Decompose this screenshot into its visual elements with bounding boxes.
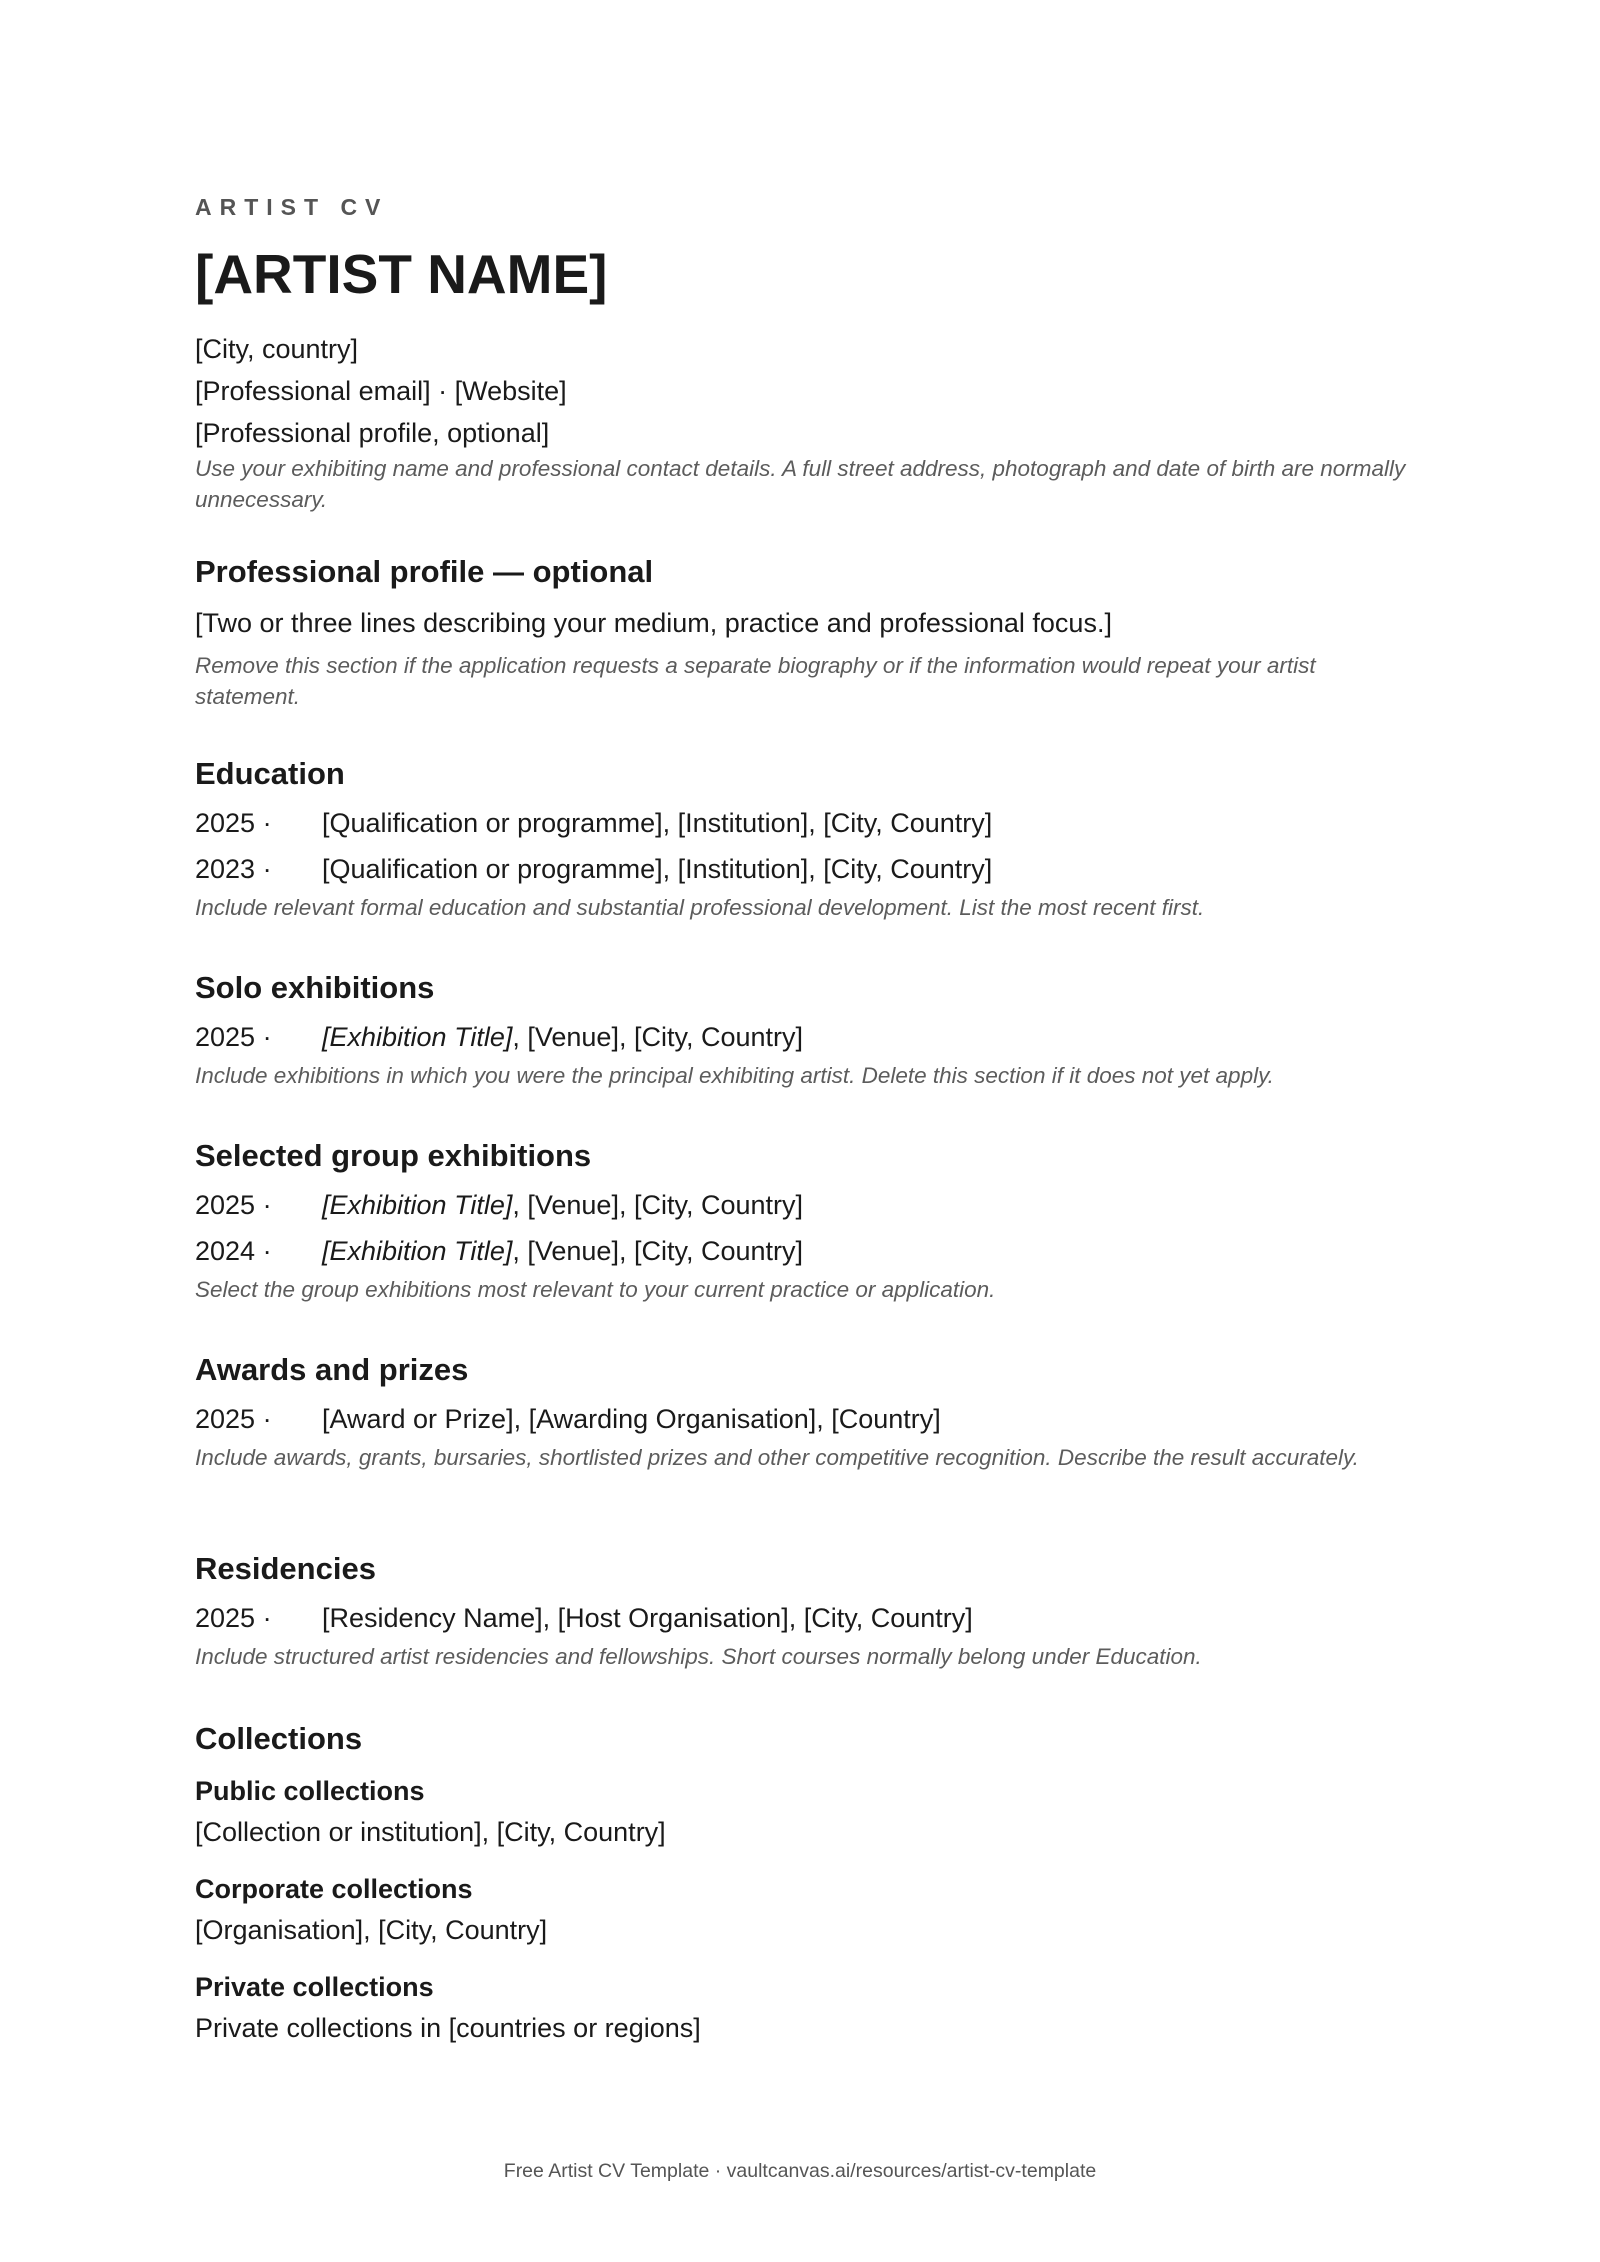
page-footer: Free Artist CV Template · vaultcanvas.ai/resources/artist-cv-template xyxy=(503,2160,1097,2182)
contact-block xyxy=(195,328,567,454)
solo-exhibition-entry xyxy=(195,1014,1415,1060)
section-note: Select the group exhibitions most relevant to your current practice or application. xyxy=(195,1277,996,1302)
section-solo-exhibitions xyxy=(195,968,1415,1091)
contact-email-website: [Professional email] · [Website] xyxy=(195,376,567,406)
entry-text: [Award or Prize], [Awarding Organisation], [Country] xyxy=(322,1404,941,1434)
award-entry xyxy=(195,1396,1415,1442)
group-exhibition-entry xyxy=(195,1182,1415,1228)
section-heading: Professional profile — optional xyxy=(195,554,654,589)
entry-year: 2025 · xyxy=(195,1190,272,1220)
exhibition-title: [Exhibition Title] xyxy=(322,1236,513,1266)
exhibition-title: [Exhibition Title] xyxy=(322,1022,513,1052)
private-collections-value: Private collections in [countries or regions] xyxy=(195,2013,701,2043)
section-awards xyxy=(195,1350,1415,1473)
residency-entry xyxy=(195,1595,1415,1641)
entry-text: [Qualification or programme], [Institution], [City, Country] xyxy=(322,808,993,838)
profile-text: [Two or three lines describing your medium, practice and professional focus.] xyxy=(195,608,1112,638)
entry-year: 2025 · xyxy=(195,1404,272,1434)
entry-text: , [Venue], [City, Country] xyxy=(512,1022,803,1052)
education-entry xyxy=(195,846,1415,892)
entry-year: 2024 · xyxy=(195,1236,272,1266)
section-group-exhibitions xyxy=(195,1136,1415,1305)
section-note: Include exhibitions in which you were the principal exhibiting artist. Delete this section if it does not yet apply. xyxy=(195,1063,1274,1088)
entry-text: , [Venue], [City, Country] xyxy=(512,1190,803,1220)
entry-text: [Residency Name], [Host Organisation], [City, Country] xyxy=(322,1603,973,1633)
section-heading: Residencies xyxy=(195,1551,376,1586)
document-eyebrow: ARTIST CV xyxy=(195,194,389,220)
entry-year: 2025 · xyxy=(195,1022,272,1052)
section-note: Include relevant formal education and substantial professional development. List the most recent first. xyxy=(195,895,1205,920)
exhibition-title: [Exhibition Title] xyxy=(322,1190,513,1220)
entry-year: 2023 · xyxy=(195,854,272,884)
section-heading: Education xyxy=(195,756,345,791)
section-residencies xyxy=(195,1549,1415,1672)
section-education xyxy=(195,754,1415,923)
entry-text: [Qualification or programme], [Institution], [City, Country] xyxy=(322,854,993,884)
section-heading: Awards and prizes xyxy=(195,1352,469,1387)
group-exhibition-entry xyxy=(195,1228,1415,1274)
section-heading: Solo exhibitions xyxy=(195,970,435,1005)
section-profile xyxy=(195,552,1415,712)
entry-year: 2025 · xyxy=(195,808,272,838)
section-note: Include awards, grants, bursaries, shortlisted prizes and other competitive recognition. Describe the result accurately. xyxy=(195,1445,1359,1470)
contact-profile-link: [Professional profile, optional] xyxy=(195,418,550,448)
contact-note: Use your exhibiting name and professional contact details. A full street address, photograph and date of birth are normally unnecessary. xyxy=(195,456,1406,512)
entry-year: 2025 · xyxy=(195,1603,272,1633)
corporate-collections-value: [Organisation], [City, Country] xyxy=(195,1915,548,1945)
section-heading: Collections xyxy=(195,1721,363,1756)
section-collections xyxy=(195,1719,1415,2049)
section-note: Include structured artist residencies and fellowships. Short courses normally belong under Education. xyxy=(195,1644,1202,1669)
section-heading: Selected group exhibitions xyxy=(195,1138,592,1173)
public-collections-value: [Collection or institution], [City, Country] xyxy=(195,1817,666,1847)
entry-text: , [Venue], [City, Country] xyxy=(512,1236,803,1266)
corporate-collections-heading: Corporate collections xyxy=(195,1874,473,1904)
contact-city: [City, country] xyxy=(195,334,359,364)
education-entry xyxy=(195,800,1415,846)
public-collections-heading: Public collections xyxy=(195,1776,425,1806)
artist-name: [ARTIST NAME] xyxy=(195,243,608,305)
private-collections-heading: Private collections xyxy=(195,1972,434,2002)
section-note: Remove this section if the application requests a separate biography or if the information would repeat your artist statement. xyxy=(195,653,1316,709)
